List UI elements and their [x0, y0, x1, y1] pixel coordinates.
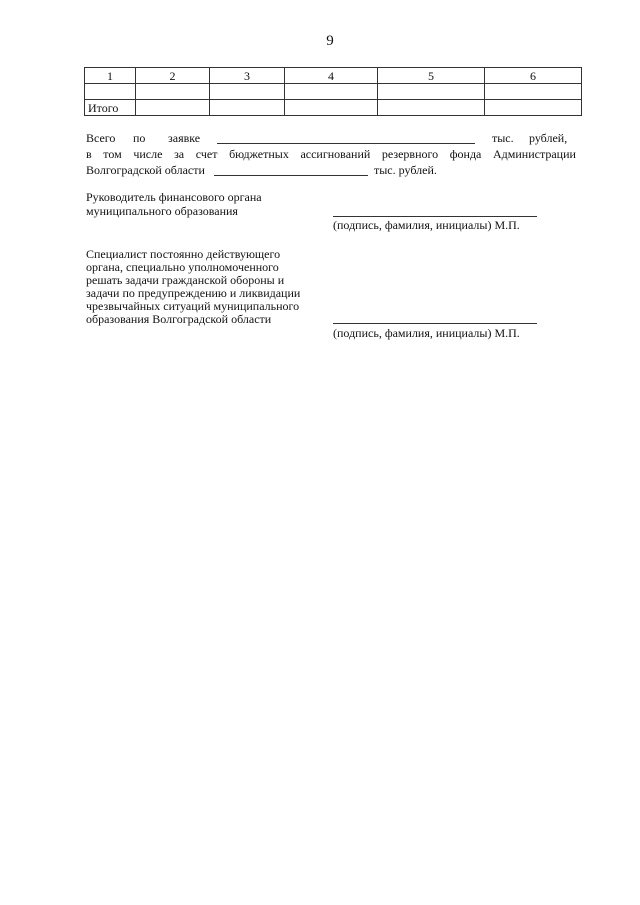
page-number: 9 — [326, 33, 334, 49]
table-cell — [378, 84, 485, 100]
table-cell — [378, 100, 485, 116]
signature-caption: (подпись, фамилия, инициалы) М.П. — [333, 218, 520, 232]
region-label: Волгоградской области — [86, 163, 205, 177]
signatory-title: задачи по предупреждению и ликвидации — [86, 286, 301, 300]
word: тыс. — [492, 131, 514, 145]
signatory-title: муниципального образования — [86, 204, 238, 218]
word: числе — [133, 147, 163, 161]
table-cell — [210, 100, 285, 116]
table-header-row — [85, 68, 582, 84]
table-cell — [285, 84, 378, 100]
signatory-title: Специалист постоянно действующего — [86, 247, 281, 261]
table-cell — [285, 100, 378, 116]
word: ассигнований — [300, 147, 371, 161]
table-cell — [210, 84, 285, 100]
word: бюджетных — [229, 147, 289, 161]
table-header-cell: 4 — [285, 68, 378, 84]
table-cell — [85, 84, 136, 100]
table-header-cell: 2 — [136, 68, 210, 84]
table-header-cell: 3 — [210, 68, 285, 84]
signatory-title: Руководитель финансового органа — [86, 190, 262, 204]
word: в — [86, 147, 92, 161]
word: Администрации — [493, 147, 576, 161]
table-header-cell: 5 — [378, 68, 485, 84]
word: фонда — [449, 147, 482, 161]
table-cell — [136, 84, 210, 100]
signatory-title: решать задачи гражданской обороны и — [86, 273, 285, 287]
total-amount-blank — [217, 143, 475, 144]
table-row — [85, 84, 582, 100]
word: заявке — [168, 131, 201, 145]
total-label: Итого — [85, 100, 136, 116]
table-header-cell: 6 — [485, 68, 582, 84]
signature-line — [333, 216, 537, 217]
summary-table — [84, 67, 582, 116]
word: Всего — [86, 131, 116, 145]
signature-caption: (подпись, фамилия, инициалы) М.П. — [333, 326, 520, 340]
signatory-title: органа, специально уполномоченного — [86, 260, 279, 274]
table-cell — [485, 100, 582, 116]
word: резервного — [381, 147, 439, 161]
signatory-title: образования Волгоградской области — [86, 312, 272, 326]
word: по — [133, 131, 146, 145]
table-cell — [136, 100, 210, 116]
table-header-cell: 1 — [85, 68, 136, 84]
table-total-row — [85, 100, 582, 116]
reserve-fund-line — [86, 147, 576, 162]
unit-label: тыс. рублей. — [374, 163, 437, 177]
word: за — [174, 147, 185, 161]
word: рублей, — [529, 131, 568, 145]
reserve-amount-blank — [214, 175, 368, 176]
table-cell — [485, 84, 582, 100]
signature-line — [333, 323, 537, 324]
word: счет — [195, 147, 218, 161]
signatory-title: чрезвычайных ситуаций муниципального — [86, 299, 300, 313]
word: том — [103, 147, 122, 161]
